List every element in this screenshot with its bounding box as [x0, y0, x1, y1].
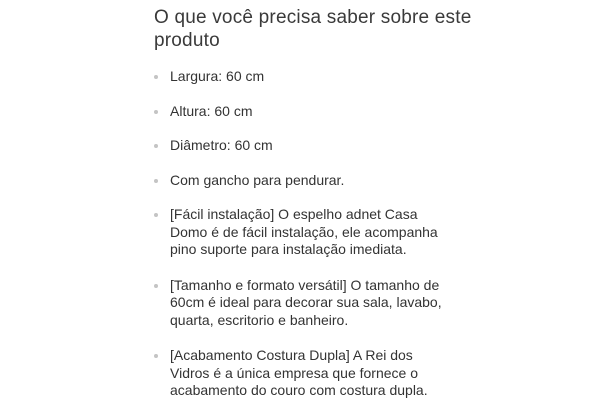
feature-list	[154, 68, 454, 418]
product-highlights-section	[154, 0, 474, 398]
bullet-dot-icon	[154, 179, 158, 183]
bullet-dot-icon	[154, 284, 158, 288]
bullet-dot-icon	[154, 144, 158, 148]
feature-item-width	[154, 68, 454, 86]
feature-text: [Fácil instalação] O espelho adnet Casa Domo é de fácil instalação, ele acompanha pino suporte para instalação imediata.	[170, 206, 438, 257]
feature-text: Diâmetro: 60 cm	[170, 137, 273, 153]
bullet-dot-icon	[154, 354, 158, 358]
section-title: O que você precisa saber sobre este produto	[154, 7, 472, 51]
feature-text: Altura: 60 cm	[170, 102, 253, 119]
feature-item-diameter	[154, 137, 454, 155]
feature-text: Largura: 60 cm	[170, 68, 265, 84]
feature-item-height	[154, 103, 454, 121]
bullet-dot-icon	[154, 213, 158, 217]
feature-item-size	[154, 277, 454, 330]
feature-text: Com gancho para pendurar.	[170, 171, 345, 188]
feature-text: [Tamanho e formato versátil] O tamanho de 60cm é ideal para decorar sua sala, lavabo, quarta, escritorio e banheiro.	[170, 276, 442, 328]
feature-item-hook	[154, 172, 454, 190]
bullet-dot-icon	[154, 110, 158, 114]
feature-item-finish	[154, 347, 454, 400]
feature-item-installation	[154, 206, 454, 259]
bullet-dot-icon	[154, 75, 158, 79]
feature-text: [Acabamento Costura Dupla] A Rei dos Vidros é a única empresa que fornece o acabamento do couro com costura dupla.	[170, 347, 428, 398]
